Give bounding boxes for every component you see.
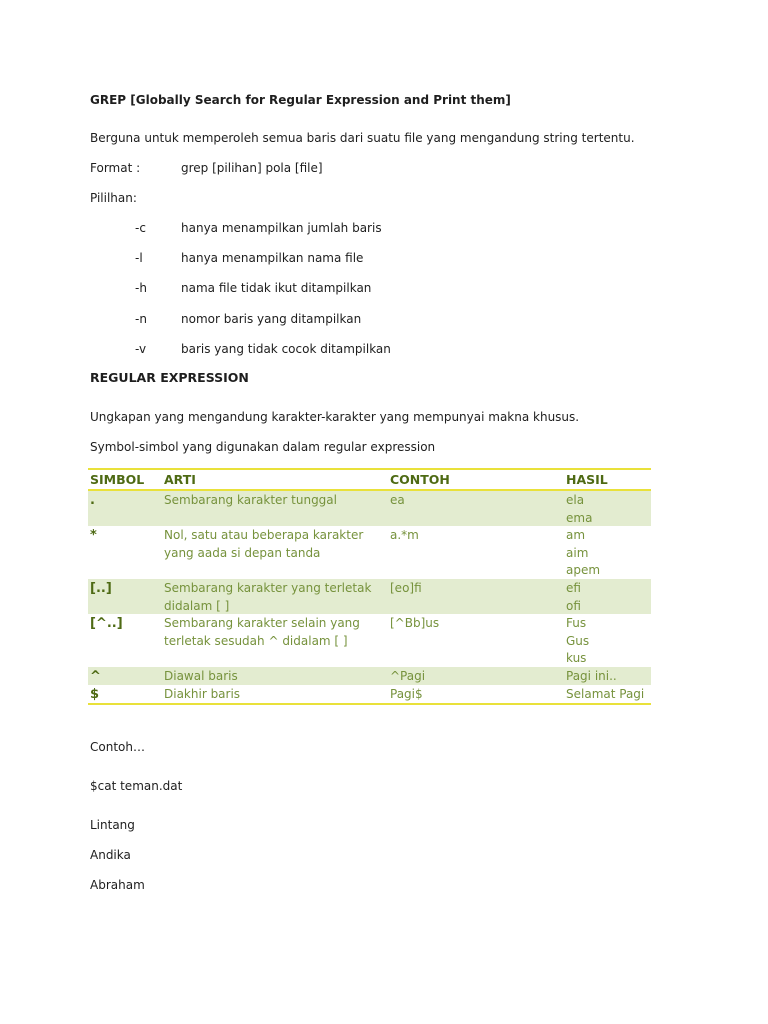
cell-simbol: * — [90, 528, 97, 543]
command-line: $cat teman.dat — [90, 779, 183, 793]
cell-simbol: . — [90, 493, 95, 508]
option-desc: hanya menampilkan jumlah baris — [181, 221, 382, 235]
cell-simbol: [..] — [90, 581, 112, 596]
option-flag: -h — [135, 281, 147, 295]
option-desc: hanya menampilkan nama file — [181, 251, 364, 265]
regex-intro: Ungkapan yang mengandung karakter-karakter yang mempunyai makna khusus. — [90, 410, 580, 424]
cell-contoh: Pagi$ — [390, 687, 423, 701]
cell-arti: Sembarang karakter yang terletak didalam [ ] — [164, 581, 372, 613]
cell-arti: Sembarang karakter selain yang terletak sesudah ^ didalam [ ] — [164, 616, 360, 648]
table-row — [88, 491, 651, 526]
cell-hasil: ela ema — [566, 493, 593, 525]
format-value: grep [pilihan] pola [file] — [181, 161, 323, 175]
option-flag: -c — [135, 221, 146, 235]
output-line: Abraham — [90, 878, 145, 892]
example-label: Contoh… — [90, 740, 145, 754]
cell-arti: Nol, satu atau beberapa karakter yang aada si depan tanda — [164, 528, 364, 560]
regex-heading: REGULAR EXPRESSION — [90, 370, 249, 385]
table-row — [88, 667, 651, 685]
cell-contoh: ^Pagi — [390, 669, 426, 683]
option-desc: nama file tidak ikut ditampilkan — [181, 281, 372, 295]
options-label: Pililhan: — [90, 191, 137, 205]
cell-arti: Sembarang karakter tunggal — [164, 493, 337, 507]
cell-simbol: [^..] — [90, 616, 123, 631]
cell-hasil: efi ofi — [566, 581, 581, 613]
intro-paragraph: Berguna untuk memperoleh semua baris dari suatu file yang mengandung string tertentu. — [90, 131, 635, 145]
output-line: Andika — [90, 848, 131, 862]
cell-hasil: Selamat Pagi — [566, 687, 645, 701]
regex-symbols-intro: Symbol-simbol yang digunakan dalam regular expression — [90, 440, 436, 454]
cell-simbol: $ — [90, 687, 100, 702]
cell-contoh: ea — [390, 493, 405, 507]
table-row — [88, 614, 651, 667]
option-desc: nomor baris yang ditampilkan — [181, 312, 362, 326]
header-hasil: HASIL — [566, 472, 608, 487]
cell-contoh: [eo]fi — [390, 581, 422, 595]
cell-hasil: am aim apem — [566, 528, 601, 577]
output-line: Lintang — [90, 818, 135, 832]
table-header — [88, 470, 651, 491]
table-row — [88, 579, 651, 614]
header-simbol: SIMBOL — [90, 472, 145, 487]
option-flag: -l — [135, 251, 143, 265]
cell-simbol: ^ — [90, 669, 101, 684]
regex-table — [88, 468, 651, 705]
option-desc: baris yang tidak cocok ditampilkan — [181, 342, 391, 356]
cell-arti: Diawal baris — [164, 669, 238, 683]
header-arti: ARTI — [164, 472, 196, 487]
cell-hasil: Pagi ini.. — [566, 669, 617, 683]
table-row — [88, 526, 651, 579]
cell-arti: Diakhir baris — [164, 687, 241, 701]
option-flag: -v — [135, 342, 147, 356]
header-contoh: CONTOH — [390, 472, 450, 487]
option-flag: -n — [135, 312, 147, 326]
cell-contoh: a.*m — [390, 528, 419, 542]
format-label: Format : — [90, 161, 141, 175]
page-title: GREP [Globally Search for Regular Expression and Print them] — [90, 93, 511, 107]
table-row — [88, 685, 651, 703]
cell-contoh: [^Bb]us — [390, 616, 440, 630]
cell-hasil: Fus Gus kus — [566, 616, 590, 665]
